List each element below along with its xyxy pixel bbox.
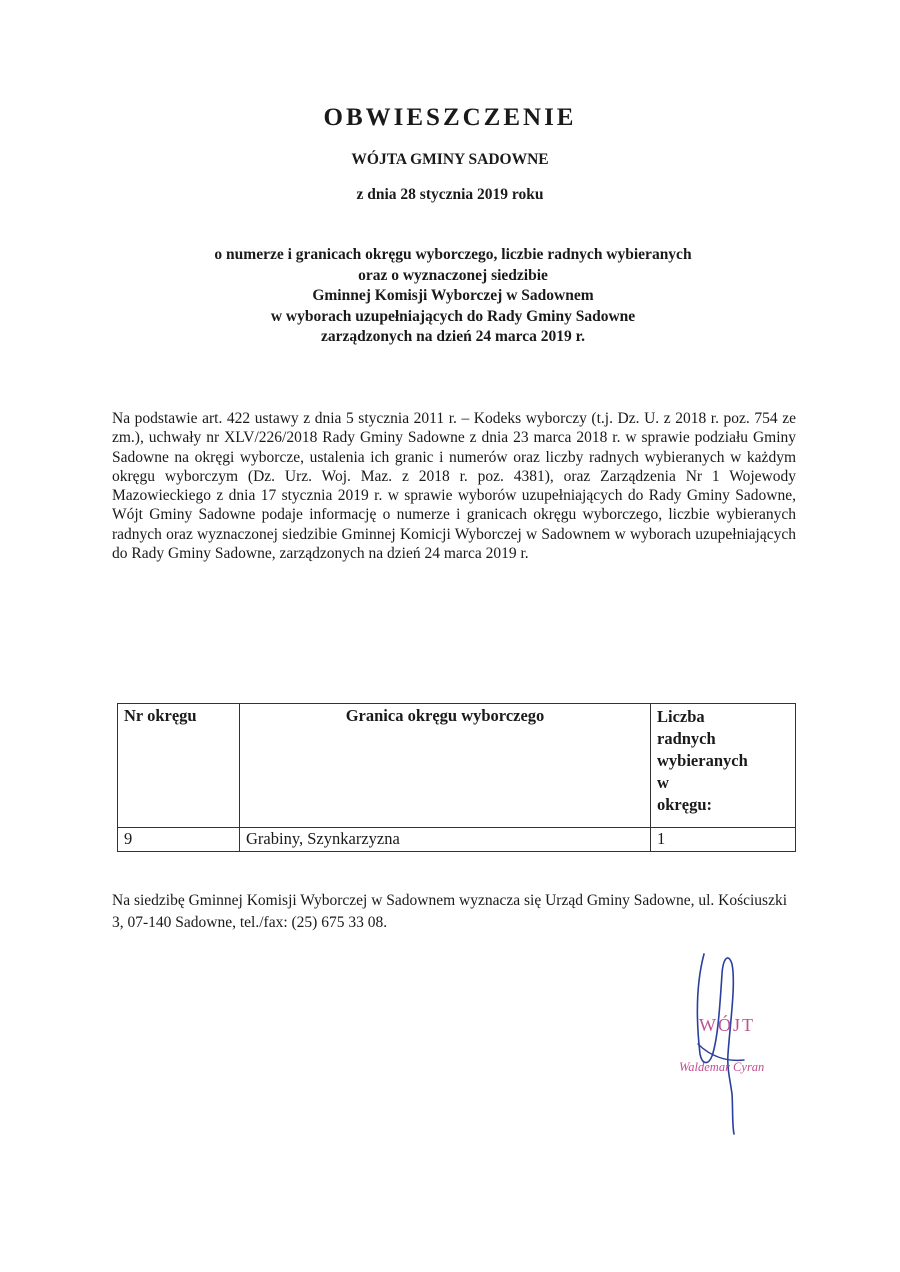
table-row <box>118 828 796 852</box>
header-seats <box>651 704 796 828</box>
header-seats-line: Liczba <box>657 707 705 726</box>
header-seats-line: okręgu: <box>657 795 712 814</box>
date-line: z dnia 28 stycznia 2019 roku <box>356 186 544 203</box>
subject-line: Gminnej Komisji Wyborczej w Sadownem <box>312 287 594 304</box>
signature-stroke <box>698 1044 744 1060</box>
header-boundary: Granica okręgu wyborczego <box>240 704 651 828</box>
subject-line: zarządzonych na dzień 24 marca 2019 r. <box>321 328 585 345</box>
subject-line: oraz o wyznaczonej siedzibie <box>358 266 548 284</box>
header-district-number: Nr okręgu <box>118 704 240 828</box>
cell-district-number: 9 <box>118 828 240 852</box>
table-header-row <box>118 704 796 828</box>
district-table <box>117 703 796 852</box>
header-seats-line: radnych <box>657 729 716 748</box>
handwritten-signature <box>670 944 810 1140</box>
commission-seat-paragraph: Na siedzibę Gminnej Komisji Wyborczej w Sadownem wyznacza się Urząd Gminy Sadowne, ul. Kościuszki 3, 07-140 Sadowne, tel./fax: (25) 675 33 08. <box>112 892 788 931</box>
stamp-name: Waldemar Cyran <box>679 1060 765 1074</box>
subject-block <box>100 245 806 348</box>
issuer-line: WÓJTA GMINY SADOWNE <box>351 151 549 168</box>
document-title: OBWIESZCZENIE <box>323 104 577 131</box>
header-seats-line: w <box>657 773 669 792</box>
legal-basis-paragraph: Na podstawie art. 422 ustawy z dnia 5 stycznia 2011 r. – Kodeks wyborczy (t.j. Dz. U. z 2018 r. poz. 754 ze zm.), uchwały nr XLV/226/2018 Rady Gminy Sadowne z dnia 23 marca 2018 r. w sprawie podziału Gminy Sadowne na okręgi wyborcze, ustalenia ich granic i numerów oraz liczby radnych wybieranych w każdym okręgu wyborczym (Dz. Urz. Woj. Maz. z 2018 r. poz. 4381), oraz Zarządzenia Nr 1 Wojewody Mazowieckiego z dnia 17 stycznia 2019 r. w sprawie wyborów uzupełniających do Rady Gminy Sadowne, Wójt Gminy Sadowne podaje informację o numerze i granicach okręgu wyborczego, liczbie wybieranych radnych oraz wyznaczonej siedzibie Gminnej Komicji Wyborczej w Sadownem w wyborach uzupełniających do Rady Gminy Sadowne, zarządzonych na dzień 24 marca 2019 r. <box>112 410 796 563</box>
signature-stroke <box>697 954 734 1134</box>
cell-boundary: Grabiny, Szynkarzyzna <box>240 828 651 852</box>
subject-line: o numerze i granicach okręgu wyborczego, liczbie radnych wybieranych <box>214 246 692 263</box>
header-seats-line: wybieranych <box>657 751 748 770</box>
stamp-title: WÓJT <box>699 1015 755 1035</box>
cell-seats: 1 <box>651 828 796 852</box>
subject-line: w wyborach uzupełniających do Rady Gminy Sadowne <box>270 307 636 325</box>
